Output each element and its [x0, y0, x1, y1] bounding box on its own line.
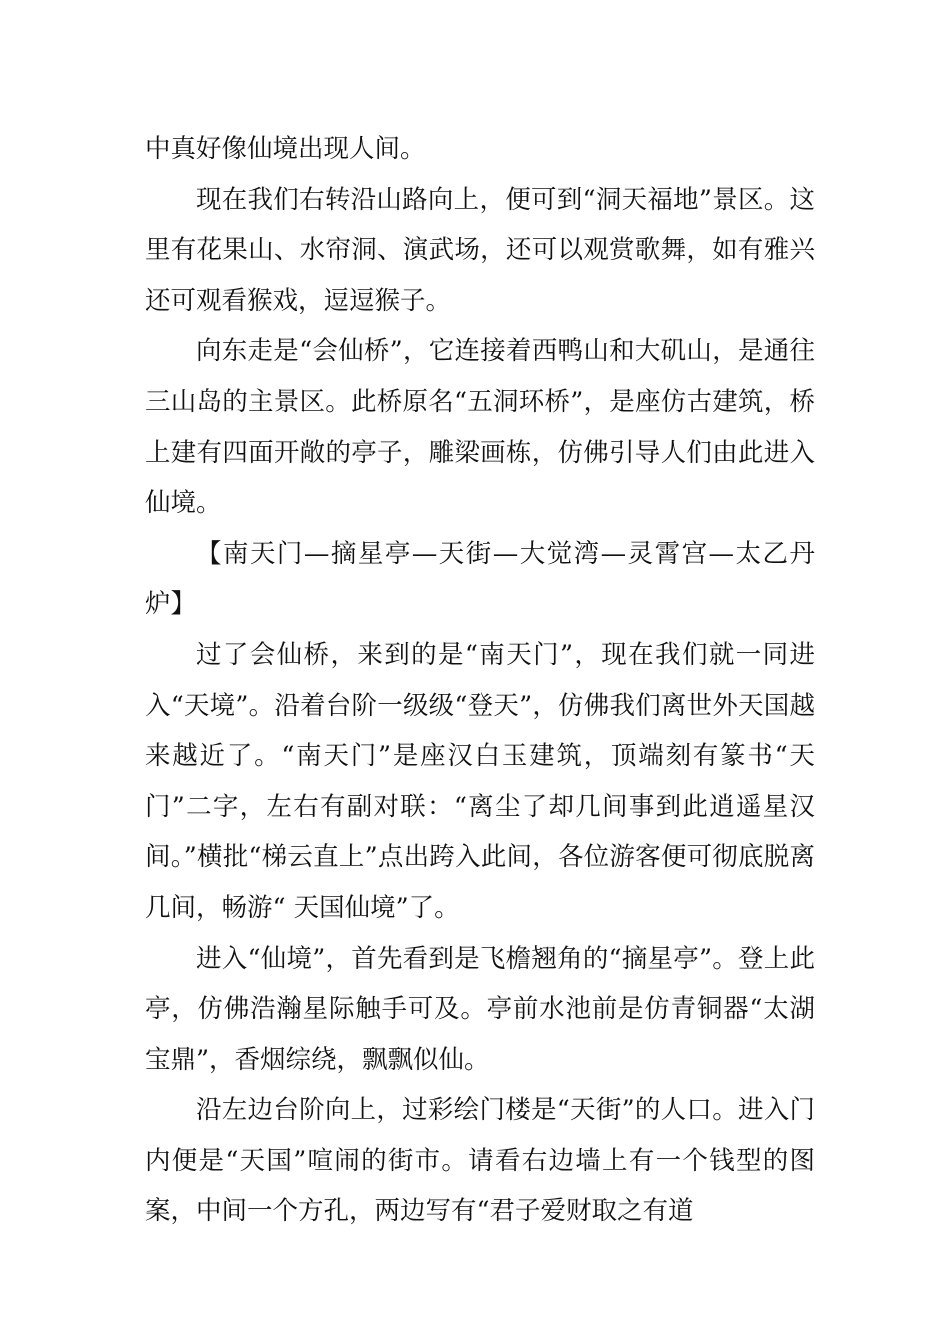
- paragraph-huixian-bridge: 向东走是“会仙桥”，它连接着西鸭山和大矶山，是通往三山岛的主景区。此桥原名“五洞环桥”，是座仿古建筑，桥上建有四面开敞的亭子，雕梁画栋，仿佛引导人们由此进入仙境。: [145, 336, 815, 519]
- paragraph-dongtian-fudi: 现在我们右转沿山路向上，便可到“洞天福地”景区。这里有花果山、水帘洞、演武场，还可以观赏歌舞，如有雅兴还可观看猴戏，逗逗猴子。: [145, 184, 815, 316]
- paragraph-nantianmen: 过了会仙桥，来到的是“南天门”，现在我们就一同进入“天境”。沿着台阶一级级“登天”，仿佛我们离世外天国越来越近了。“南天门”是座汉白玉建筑，顶端刻有篆书“天门”二字，左右有副对联：“离尘了却几间事到此逍遥星汉间。”横批“梯云直上”点出跨入此间，各位游客便可彻底脱离几间，畅游“ 天国仙境”了。: [145, 639, 815, 923]
- paragraph-zhaixing-pavilion: 进入“仙境”，首先看到是飞檐翘角的“摘星亭”。登上此亭，仿佛浩瀚星际触手可及。亭前水池前是仿青铜器“太湖宝鼎”，香烟综绕，飘飘似仙。: [145, 943, 815, 1075]
- document-body: [145, 124, 815, 1237]
- section-heading: 【南天门—摘星亭—天街—大觉湾—灵霄宫—太乙丹炉】: [145, 538, 815, 620]
- paragraph-tianjie: 沿左边台阶向上，过彩绘门楼是“天街”的人口。进入门内便是“天国”喧闹的街市。请看右边墙上有一个钱型的图案，中间一个方孔，两边写有“君子爱财取之有道: [145, 1095, 815, 1227]
- paragraph-continued: 中真好像仙境出现人间。: [145, 134, 426, 164]
